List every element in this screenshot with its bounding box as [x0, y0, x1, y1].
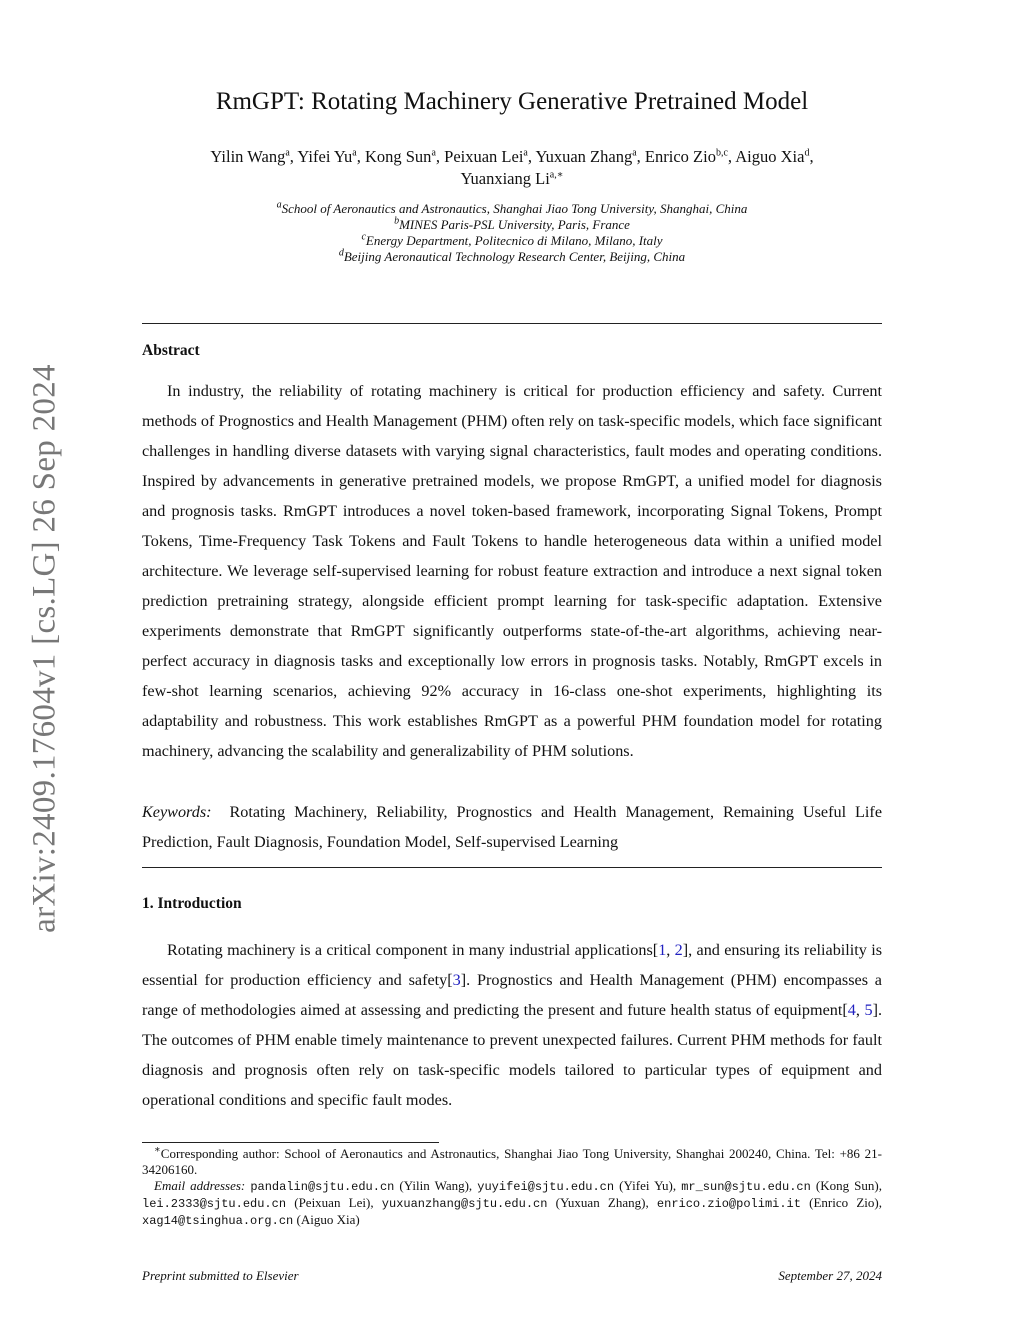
affiliation-text: Energy Department, Politecnico di Milano, Milano, Italy — [365, 233, 663, 248]
affiliation-text: Beijing Aeronautical Technology Research Center, Beijing, China — [343, 249, 686, 264]
affiliation-key: a — [276, 199, 282, 211]
intro-text: ]. Prognostics and Health Management (PHM) encompasses a range of methodologies aimed at assessing and predicting the present and future health status of equipment[ — [142, 971, 882, 1019]
author-name: Peixuan Lei — [444, 147, 524, 166]
email-owner: (Peixuan Lei), — [286, 1195, 382, 1210]
footer-date: September 27, 2024 — [778, 1268, 882, 1283]
author-affiliation-mark: a — [352, 147, 357, 159]
intro-text: Rotating machinery is a critical component in many industrial applications[ — [167, 941, 659, 959]
introduction-body — [142, 935, 882, 1115]
author-name: Aiguo Xia — [735, 147, 805, 166]
email-link[interactable]: lei.2333@sjtu.edu.cn — [142, 1197, 287, 1211]
introduction-paragraph — [142, 935, 882, 1115]
intro-text: , — [855, 1001, 865, 1019]
footer-preprint: Preprint submitted to Elsevier — [142, 1268, 299, 1283]
affiliation-key: b — [394, 215, 400, 227]
author-name: Yuanxiang Li — [460, 169, 550, 188]
citation-link[interactable]: 3 — [452, 971, 461, 989]
keywords — [142, 797, 882, 857]
author-name: Enrico Zio — [644, 147, 716, 166]
affiliation-text: School of Aeronautics and Astronautics, Shanghai Jiao Tong University, Shanghai, China — [281, 201, 748, 216]
email-owner: (Yifei Yu), — [614, 1178, 682, 1193]
email-link[interactable]: yuxuanzhang@sjtu.edu.cn — [381, 1197, 548, 1211]
author-affiliation-mark: d — [804, 147, 810, 159]
affiliation — [142, 233, 882, 249]
email-owner: (Yuxuan Zhang), — [547, 1195, 657, 1210]
email-link[interactable]: xag14@tsinghua.org.cn — [142, 1214, 294, 1228]
footnote-mark: ∗ — [154, 1144, 161, 1156]
citation-link[interactable]: 5 — [864, 1001, 873, 1019]
section-heading-introduction: 1. Introduction — [142, 895, 242, 912]
author-name: Yifei Yu — [297, 147, 353, 166]
intro-text: , — [666, 941, 675, 959]
email-owner: (Yilin Wang), — [394, 1178, 478, 1193]
email-owner: (Kong Sun), — [810, 1178, 882, 1193]
author-affiliation-mark: a — [632, 147, 637, 159]
affiliations — [142, 201, 882, 265]
author-name: Yilin Wang — [210, 147, 286, 166]
bottom-rule — [142, 867, 882, 868]
email-owner: (Aiguo Xia) — [293, 1212, 360, 1227]
author-list: Yilin Wang$^a$, Yifei Yu$^a$, Kong Sun$^a$, Peixuan Lei$^a$, Yuxuan Zhang$^a$, Enrico Zio$^{b,c}$, Aiguo Xia$^d$, Yuanxiang $Li^{a,∗}$ — [210, 147, 814, 188]
arxiv-stamp: arXiv:2409.17604v1 [cs.LG] 26 Sep 2024 — [26, 364, 63, 933]
intro-text: ], and ensuring its reliability is essential for production efficiency and safety[ — [142, 941, 882, 989]
author-affiliation-mark: b,c — [715, 147, 728, 159]
paper-title: RmGPT: Rotating Machinery Generative Pretrained Model — [215, 88, 809, 115]
page-footer — [142, 1268, 882, 1284]
abstract-heading: Abstract — [142, 342, 200, 359]
author-affiliation-mark: a — [285, 147, 290, 159]
email-link[interactable]: yuyifei@sjtu.edu.cn — [477, 1180, 615, 1194]
email-link[interactable]: mr_sun@sjtu.edu.cn — [681, 1180, 811, 1194]
top-rule — [142, 323, 882, 324]
email-owner: (Enrico Zio), — [800, 1195, 882, 1210]
email-label: Email addresses: — [154, 1178, 246, 1193]
author-affiliation-mark: a — [431, 147, 436, 159]
affiliation — [142, 201, 882, 217]
author-affiliation-mark: a — [523, 147, 528, 159]
keywords-label: Keywords: — [142, 803, 212, 821]
author-name: Kong Sun — [364, 147, 432, 166]
email-link[interactable]: pandalin@sjtu.edu.cn — [250, 1180, 395, 1194]
affiliation-text: MINES Paris-PSL University, Paris, France — [399, 217, 630, 232]
affiliation-key: c — [361, 231, 366, 243]
footnote-rule — [142, 1142, 439, 1143]
email-link[interactable]: enrico.zio@polimi.it — [656, 1197, 801, 1211]
citation-link[interactable]: 2 — [674, 941, 683, 959]
abstract-body — [142, 376, 882, 766]
citation-link[interactable]: 4 — [847, 1001, 856, 1019]
keywords-text: Rotating Machinery, Reliability, Prognostics and Health Management, Remaining Useful Life Prediction, Fault Diagnosis, Foundation Model, Self-supervised Learning — [142, 803, 882, 851]
affiliation — [142, 249, 882, 265]
affiliation — [142, 217, 882, 233]
author-name: Yuxuan Zhang — [535, 147, 633, 166]
author-affiliation-mark: a,∗ — [549, 169, 564, 181]
intro-text: ]. The outcomes of PHM enable timely maintenance to prevent unexpected failures. Current PHM methods for fault diagnosis and prognosis often rely on task-specific models tailored to particular types of equipment and operational conditions and specific fault modes. — [142, 1001, 882, 1109]
affiliation-key: d — [338, 247, 344, 259]
email-addresses — [142, 1178, 882, 1229]
footnote — [142, 1146, 882, 1229]
citation-link[interactable]: 1 — [658, 941, 667, 959]
corresponding-author: Corresponding author: School of Aeronautics and Astronautics, Shanghai Jiao Tong University, Shanghai 200240, China. Tel: +86 21-34206160. — [142, 1146, 882, 1177]
abstract-text: In industry, the reliability of rotating machinery is critical for production efficiency and safety. Current methods of Prognostics and Health Management (PHM) often rely on task-specific models, which face significant challenges in handling diverse datasets with varying signal characteristics, fault modes and operating conditions. Inspired by advancements in generative pretrained models, we propose RmGPT, a unified model for diagnosis and prognosis tasks. RmGPT introduces a novel token-based framework, incorporating Signal Tokens, Prompt Tokens, Time-Frequency Task Tokens and Fault Tokens to handle heterogeneous data within a unified model architecture. We leverage self-supervised learning for robust feature extraction and introduce a next signal token prediction pretraining strategy, alongside efficient prompt learning for task-specific adaptation. Extensive experiments demonstrate that RmGPT significantly outperforms state-of-the-art algorithms, achieving near-perfect accuracy in diagnosis tasks and exceptionally low errors in prognosis tasks. Notably, RmGPT excels in few-shot learning scenarios, achieving 92% accuracy in 16-class one-shot experiments, highlighting its adaptability and robustness. This work establishes RmGPT as a powerful PHM foundation model for rotating machinery, advancing the scalability and generalizability of PHM solutions. — [142, 382, 882, 760]
